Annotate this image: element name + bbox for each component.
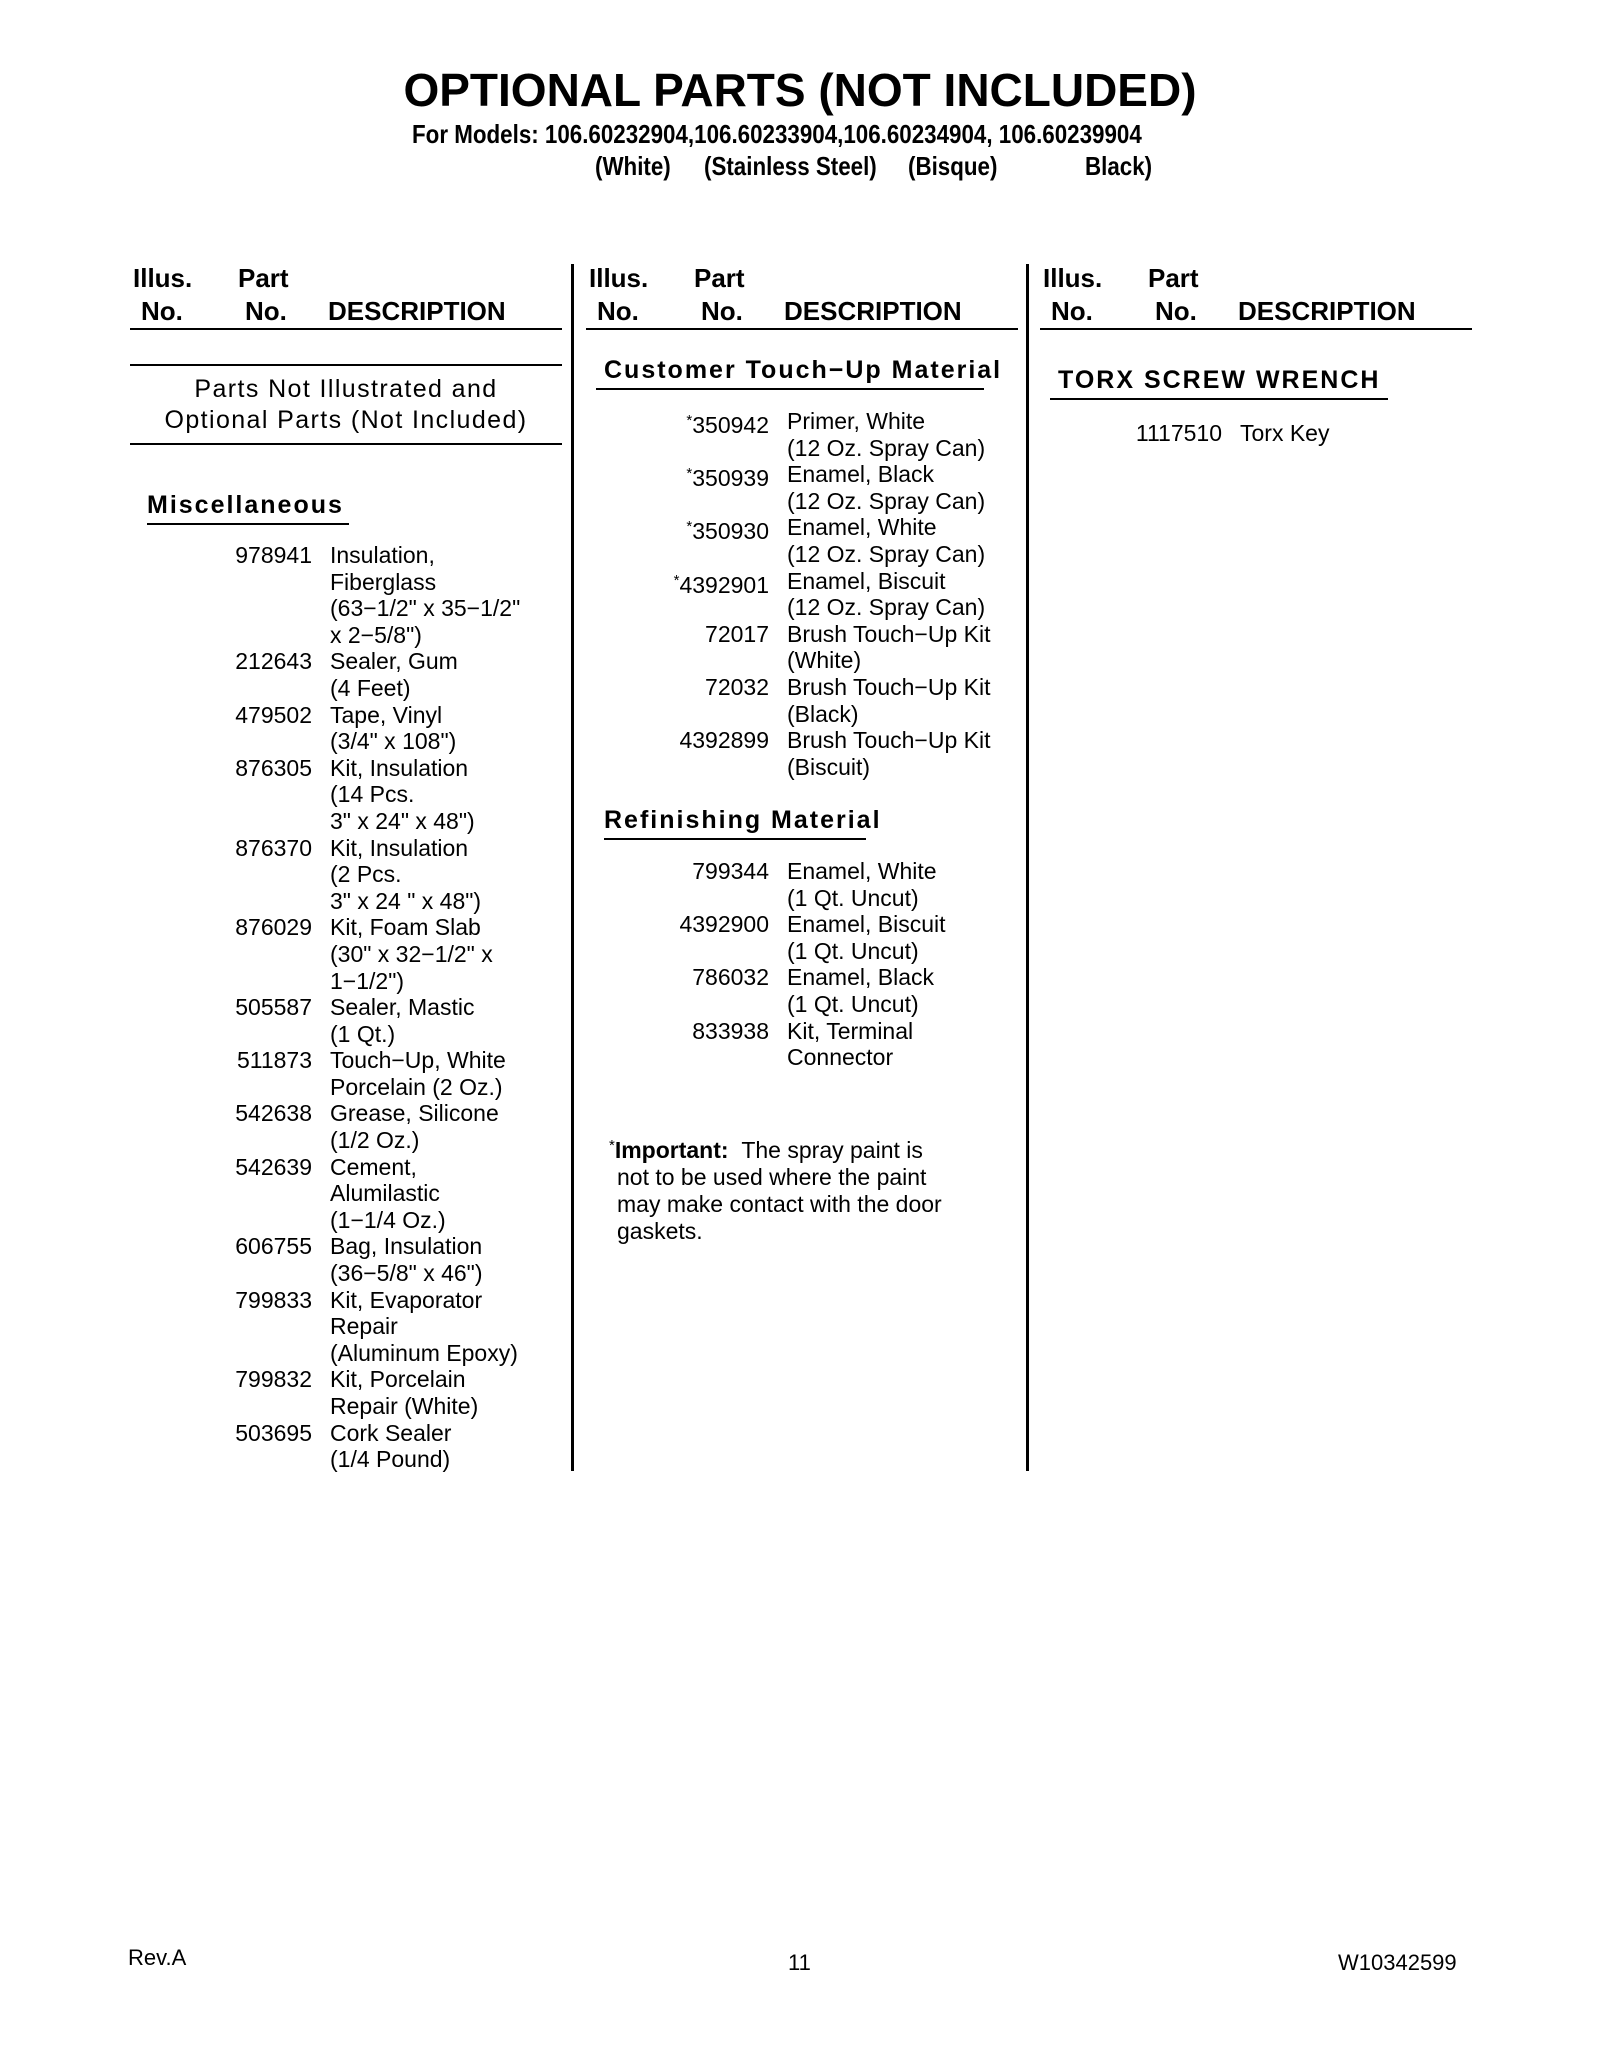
intro-line: Parts Not Illustrated and [194,375,498,403]
part-description: Brush Touch−Up Kit [787,673,991,700]
part-description: 1−1/2") [330,967,405,994]
part-description: Brush Touch−Up Kit [787,727,991,754]
part-description: (Aluminum Epoxy) [330,1339,518,1366]
part-row [596,911,1026,964]
part-label: Part [694,263,745,293]
description-label: DESCRIPTION [1238,296,1416,326]
part-description: Kit, Insulation [330,834,469,861]
section-miscellaneous: Miscellaneous [147,491,344,519]
part-description: Sealer, Mastic [330,994,475,1021]
part-number-text: 72017 [705,620,769,647]
part-description: (1/4 Pound) [330,1446,451,1473]
part-number [235,648,312,675]
part-description: Tape, Vinyl [330,701,443,728]
part-description: Kit, Foam Slab [330,914,481,941]
part-description: Repair (White) [330,1393,479,1419]
part-number [235,994,312,1021]
part-description: 3" x 24" x 48") [330,807,475,834]
description-label: DESCRIPTION [784,296,962,326]
asterisk-mark: * [673,571,680,589]
part-row [596,858,1026,911]
part-number [235,1154,312,1181]
part-number-text: 542639 [235,1153,312,1180]
part-description: Kit, Terminal [787,1017,914,1044]
part-number-text: 799833 [235,1286,312,1313]
part-number [1136,420,1222,447]
part-description: (12 Oz. Spray Can) [787,540,986,567]
refinishing-parts-list [596,858,1026,1071]
part-number-text: 833938 [692,1017,769,1044]
note-text: The spray paint is [741,1137,923,1163]
part-number [705,621,769,648]
part-description: Repair [330,1313,398,1340]
part-row [150,1366,570,1419]
torx-parts-list [1050,420,1470,447]
part-description: Cement, [330,1153,417,1180]
models-line: For Models: 106.60232904,106.60233904,106.60234904, 106.60239904 [412,119,1142,149]
part-row [150,1287,570,1367]
part-number-text: 350942 [692,412,769,438]
column-divider-2 [1026,264,1029,1471]
part-number [679,727,769,754]
asterisk-mark: * [686,518,693,536]
illus-label: Illus. [133,263,193,293]
part-description: 3" x 24 " x 48") [330,887,482,914]
description-label: DESCRIPTION [328,296,506,326]
part-description: Grease, Silicone [330,1100,499,1127]
part-number [237,1047,312,1074]
header-rule [1040,328,1472,330]
part-row [1050,420,1470,447]
part-number [705,674,769,701]
part-number [235,755,312,782]
part-label: Part [238,263,289,293]
part-description: Enamel, Biscuit [787,567,946,594]
section-underline [1050,398,1388,400]
intro-rule-top [130,364,562,366]
part-number [235,835,312,862]
part-description: (30" x 32−1/2" x [330,940,493,967]
important-note [609,1132,1009,1245]
section-underline [604,838,866,840]
part-description: Enamel, Biscuit [787,911,946,938]
part-description: Fiberglass [330,568,437,595]
part-number-text: 876029 [235,914,312,941]
part-row [150,1420,570,1473]
part-row [596,568,1026,621]
part-row [150,1047,570,1100]
part-number [235,1233,312,1260]
section-torx-screw-wrench: TORX SCREW WRENCH [1058,366,1381,394]
part-row [596,621,1026,674]
header-rule [586,328,1018,330]
part-description: Bag, Insulation [330,1233,483,1260]
finish-stainless-steel: (Stainless Steel) [704,151,877,181]
column-divider-1 [571,264,574,1471]
part-description: Enamel, Black [787,461,935,488]
part-number-text: 350930 [692,518,769,545]
part-row [596,727,1026,780]
part-number [686,514,769,545]
note-asterisk: * [609,1137,615,1154]
part-description: Brush Touch−Up Kit [787,620,991,647]
illus-no-label: No. [141,296,183,326]
part-description: Connector [787,1044,894,1071]
part-number-text: 876370 [235,834,312,861]
part-description: (1 Qt. Uncut) [787,990,919,1017]
part-row [150,755,570,835]
part-description: Touch−Up, White [330,1047,506,1074]
note-label: Important: [614,1137,729,1163]
part-row [596,514,1026,567]
part-description: Enamel, Black [787,964,935,991]
part-description: (14 Pcs. [330,781,415,808]
header-rule [130,328,562,330]
part-number-text: 1117510 [1135,420,1222,446]
illus-no-label: No. [597,296,639,326]
part-description: (Black) [787,700,859,727]
part-description: Kit, Porcelain [330,1366,466,1393]
part-description: Kit, Insulation [330,754,469,781]
part-number [235,1287,312,1314]
part-description: (36−5/8" x 46") [330,1260,483,1287]
part-no-label: No. [701,296,743,326]
page-title: OPTIONAL PARTS (NOT INCLUDED) [403,64,1197,116]
part-description: (3/4" x 108") [330,728,457,755]
intro-line: Optional Parts (Not Included) [164,406,528,434]
part-number-text: 505587 [235,994,312,1021]
part-number [235,1366,312,1393]
finish-black: Black) [1085,151,1153,181]
part-number-text: 212643 [235,648,312,675]
part-number [692,1018,769,1045]
part-number-text: 606755 [235,1233,312,1260]
part-number-text: 4392900 [679,911,769,938]
part-description: Cork Sealer [330,1419,452,1446]
part-description: (Biscuit) [787,753,871,780]
part-number-text: 4392899 [679,727,769,754]
part-description: (4 Feet) [330,674,411,701]
part-row [150,702,570,755]
part-number-text: 479502 [235,701,312,728]
part-no-label: No. [245,296,287,326]
part-description: x 2−5/8") [330,621,422,648]
page-number: 11 [788,1950,811,1975]
part-number [235,702,312,729]
document-number: W10342599 [1338,1950,1457,1975]
part-description: Primer, White [787,408,926,434]
part-description: (1 Qt. Uncut) [787,884,919,911]
part-description: (2 Pcs. [330,861,402,888]
intro-rule-bottom [130,443,562,445]
part-description: (12 Oz. Spray Can) [787,594,986,621]
part-number-text: 542638 [235,1100,312,1127]
part-number [686,461,769,492]
part-description: (1−1/4 Oz.) [330,1206,446,1233]
part-row [150,1154,570,1234]
part-row [150,542,570,648]
part-row [150,914,570,994]
illus-label: Illus. [1043,263,1103,293]
revision-label: Rev.A [128,1945,187,1970]
part-description: Kit, Evaporator [330,1286,483,1313]
part-number-text: 786032 [692,964,769,991]
part-row [596,1018,1026,1071]
finish-bisque: (Bisque) [908,151,998,181]
miscellaneous-parts-list [150,542,570,1473]
part-row [150,1233,570,1286]
part-label: Part [1148,263,1199,293]
part-number [692,964,769,991]
part-row [596,461,1026,514]
part-number-text: 978941 [235,542,312,568]
part-number [674,568,769,599]
part-description: (12 Oz. Spray Can) [787,434,986,461]
illus-no-label: No. [1051,296,1093,326]
part-number-text: 350939 [692,465,769,492]
section-underline [147,523,349,525]
part-number [235,1420,312,1447]
part-number-text: 511873 [236,1047,312,1074]
part-number [235,1100,312,1127]
part-number-text: 876305 [235,754,312,781]
part-number-text: 503695 [235,1419,312,1446]
part-description: Sealer, Gum [330,648,458,675]
touch-up-parts-list [596,408,1026,780]
parts-not-illustrated-note [130,374,562,436]
part-row [150,835,570,915]
part-number-text: 4392901 [679,571,769,598]
section-refinishing: Refinishing Material [604,806,882,834]
part-description: (1/2 Oz.) [330,1127,420,1154]
note-line: gaskets. [617,1218,703,1244]
part-number-text: 799344 [692,858,769,884]
part-number [686,408,769,439]
part-row [150,1100,570,1153]
part-description: (1 Qt.) [330,1020,396,1047]
part-description: Insulation, [330,542,435,568]
section-underline [596,388,984,390]
part-description: Enamel, White [787,514,937,541]
section-customer-touch-up: Customer Touch−Up Material [604,356,1003,384]
illus-label: Illus. [589,263,649,293]
note-line: may make contact with the door [617,1191,942,1217]
part-row [150,648,570,701]
note-line: not to be used where the paint [617,1164,927,1190]
part-number [235,542,312,569]
part-description: Alumilastic [330,1180,440,1207]
part-description: (White) [787,647,862,674]
asterisk-mark: * [686,465,693,483]
part-row [596,964,1026,1017]
part-number-text: 799832 [235,1366,312,1393]
part-no-label: No. [1155,296,1197,326]
part-description: Enamel, White [787,858,937,884]
finish-white: (White) [595,151,671,181]
part-description: (12 Oz. Spray Can) [787,487,986,514]
part-row [596,674,1026,727]
part-description: Torx Key [1240,420,1330,446]
part-number [235,914,312,941]
part-description: (63−1/2" x 35−1/2" [330,595,521,622]
part-number [692,858,769,885]
part-row [150,994,570,1047]
part-description: (1 Qt. Uncut) [787,937,919,964]
part-row [596,408,1026,461]
part-number-text: 72032 [705,673,769,700]
part-number [679,911,769,938]
asterisk-mark: * [686,412,693,429]
part-description: Porcelain (2 Oz.) [330,1073,503,1100]
